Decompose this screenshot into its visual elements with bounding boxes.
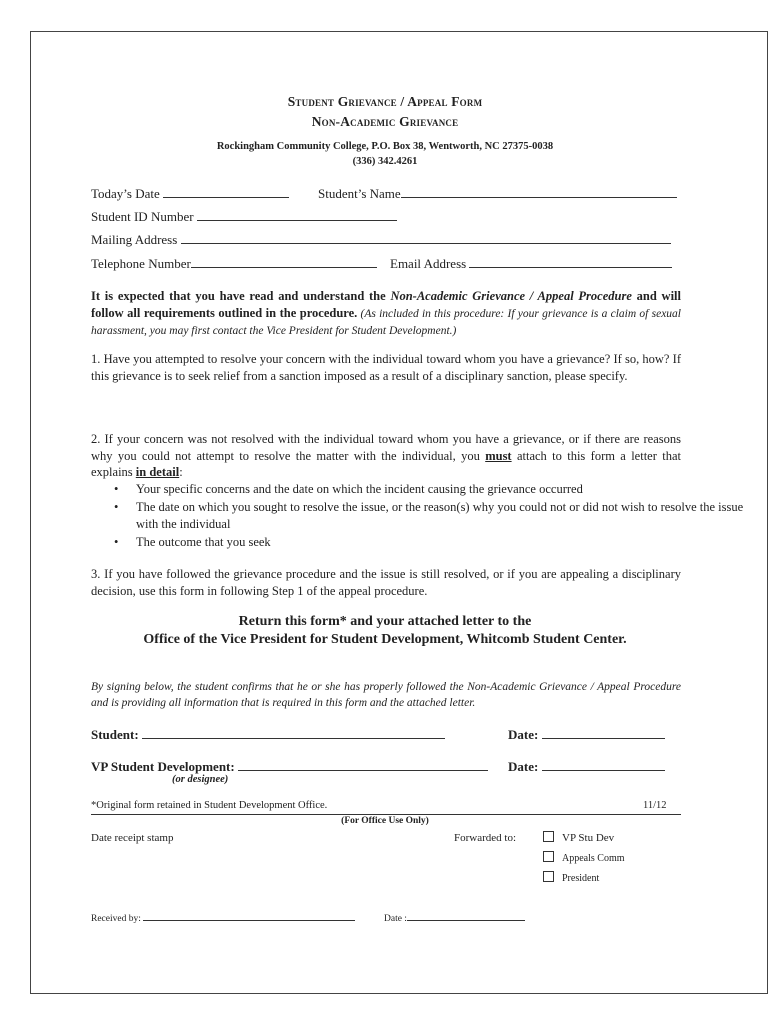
received-date-line[interactable] bbox=[407, 911, 525, 921]
todays-date-field[interactable] bbox=[91, 186, 289, 202]
option-label: President bbox=[562, 873, 600, 884]
todays-date-line[interactable] bbox=[163, 186, 289, 198]
q2-part1: 2. If your concern was not resolved with the individual toward whom you have a grievance, or if there are reasons why you could not attempt to resolve the matter with the individual, you bbox=[91, 432, 681, 463]
email-label: Email Address bbox=[390, 256, 467, 271]
office-use-label: (For Office Use Only) bbox=[341, 816, 429, 826]
signing-note: By signing below, the student confirms that he or she has properly followed the Non-Academic Grievance / Appeal Procedure and is providing all information that is required in this form and the attached letter. bbox=[91, 681, 681, 709]
student-id-line[interactable] bbox=[197, 209, 397, 221]
date-receipt-stamp: Date receipt stamp bbox=[91, 832, 174, 844]
vp-date-field[interactable] bbox=[508, 759, 665, 775]
telephone-line[interactable] bbox=[191, 256, 377, 268]
telephone-label: Telephone Number bbox=[91, 256, 191, 271]
q2-bullet-list bbox=[61, 481, 756, 552]
email-field[interactable] bbox=[390, 256, 672, 272]
procedure-name: Non-Academic Grievance / Appeal Procedure bbox=[390, 289, 632, 303]
office-use-divider bbox=[91, 814, 681, 815]
original-form-note: *Original form retained in Student Development Office. bbox=[91, 800, 328, 811]
form-title: Student Grievance / Appeal Form bbox=[287, 94, 483, 109]
form-subtitle: Non-Academic Grievance bbox=[311, 114, 459, 129]
intro-paragraph bbox=[91, 288, 681, 340]
designee-note: (or designee) bbox=[172, 774, 229, 785]
email-line[interactable] bbox=[469, 256, 672, 268]
option-appeals-comm[interactable] bbox=[543, 851, 625, 864]
student-id-label: Student ID Number bbox=[91, 209, 194, 224]
college-address: Rockingham Community College, P.O. Box 38, Wentworth, NC 27375-0038 bbox=[216, 141, 554, 152]
vp-signature-field[interactable] bbox=[91, 759, 488, 775]
todays-date-label: Today’s Date bbox=[91, 186, 160, 201]
student-name-line[interactable] bbox=[401, 186, 677, 198]
forwarded-to-label: Forwarded to: bbox=[454, 832, 517, 844]
question-2 bbox=[91, 431, 681, 481]
q2-part2: attach to this form a letter that explains bbox=[91, 448, 681, 479]
q2-part3: : bbox=[179, 465, 183, 479]
received-by-label: Received by: bbox=[91, 914, 141, 924]
student-date-label: Date: bbox=[508, 727, 539, 742]
received-by-field[interactable] bbox=[91, 911, 355, 924]
vp-date-line[interactable] bbox=[542, 759, 665, 771]
q2-in-detail: in detail bbox=[135, 465, 180, 479]
student-name-label: Student’s Name bbox=[318, 186, 401, 201]
vp-signature-label: VP Student Development: bbox=[91, 759, 235, 774]
student-signature-field[interactable] bbox=[91, 727, 445, 743]
intro-italic-note: (As included in this procedure: If your grievance is a claim of sexual harassment, you may first contact the Vice President for Student Development.) bbox=[91, 307, 681, 337]
return-line-2: Office of the Vice President for Student Development, Whitcomb Student Center. bbox=[143, 632, 627, 647]
checkbox[interactable] bbox=[543, 831, 554, 842]
form-revision-date: 11/12 bbox=[643, 800, 667, 811]
vp-signature-line[interactable] bbox=[238, 759, 488, 771]
student-id-field[interactable] bbox=[91, 209, 397, 225]
mailing-address-label: Mailing Address bbox=[91, 232, 178, 247]
mailing-address-line[interactable] bbox=[181, 232, 671, 244]
vp-date-label: Date: bbox=[508, 759, 539, 774]
list-item: • The outcome that you seek bbox=[136, 534, 756, 551]
student-date-line[interactable] bbox=[542, 727, 665, 739]
checkbox[interactable] bbox=[543, 851, 554, 862]
option-label: Appeals Comm bbox=[562, 853, 625, 864]
student-signature-line[interactable] bbox=[142, 727, 445, 739]
received-date-label: Date : bbox=[384, 914, 407, 924]
intro-bold-2: and will follow all requirements outlined in the procedure. bbox=[91, 289, 682, 320]
intro-bold-1: It is expected that you have read and understand the bbox=[91, 289, 391, 303]
student-signature-label: Student: bbox=[91, 727, 139, 742]
list-item: • The date on which you sought to resolve the issue, or the reason(s) why you could not or did not wish to resolve the issue with the individual bbox=[136, 499, 756, 532]
option-label: VP Stu Dev bbox=[562, 832, 615, 844]
q2-must: must bbox=[485, 448, 512, 463]
question-1: 1. Have you attempted to resolve your concern with the individual toward whom you have a grievance? If so, how? If this grievance is to seek relief from a sanction imposed as a result of a disciplinary sanction, please specify. bbox=[91, 352, 681, 383]
received-by-line[interactable] bbox=[143, 911, 355, 921]
return-line-1: Return this form* and your attached letter to the bbox=[238, 614, 532, 629]
student-name-field[interactable] bbox=[318, 186, 677, 202]
checkbox[interactable] bbox=[543, 871, 554, 882]
list-item: • Your specific concerns and the date on which the incident causing the grievance occurred bbox=[136, 481, 756, 498]
option-president[interactable] bbox=[543, 871, 599, 884]
mailing-address-field[interactable] bbox=[91, 232, 671, 248]
college-phone: (336) 342.4261 bbox=[352, 156, 418, 167]
question-3: 3. If you have followed the grievance procedure and the issue is still resolved, or if you are appealing a disciplinary decision, use this form in following Step 1 of the appeal procedure. bbox=[91, 567, 681, 598]
option-vp-stu-dev[interactable] bbox=[543, 831, 614, 844]
telephone-field[interactable] bbox=[91, 256, 377, 272]
student-date-field[interactable] bbox=[508, 727, 665, 743]
received-date-field[interactable] bbox=[384, 911, 525, 924]
